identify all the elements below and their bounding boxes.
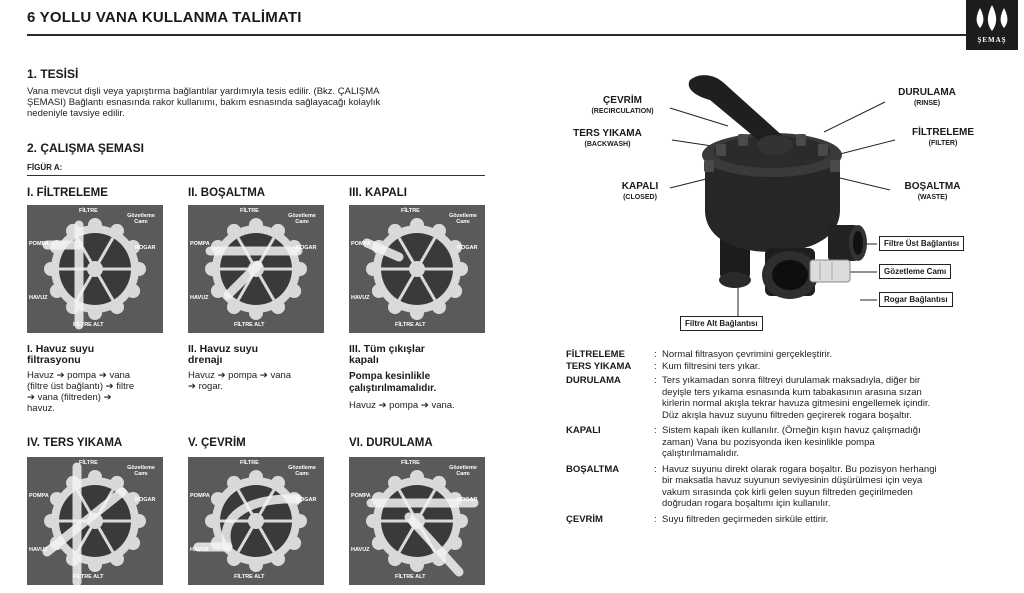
legend-line: Havuz suyunu direkt olarak rogara boşaltır. Bu pozisyon herhangi (662, 463, 937, 475)
legend-value (662, 514, 1006, 526)
legend-key: FİLTRELEME (566, 349, 625, 360)
port-label-bottom: FİLTRE ALT (73, 322, 104, 328)
legend-separator: : (654, 425, 657, 436)
valve-diagram-closed (349, 205, 485, 333)
legend-row (566, 464, 1006, 510)
legend-value (662, 361, 1006, 373)
valve-diagram-waste (188, 205, 324, 333)
port-label-sight: Gözetleme Camı (288, 213, 316, 225)
port-label-pool: HAVUZ (351, 295, 370, 301)
port-label-top: FİLTRE (401, 208, 420, 214)
legend-key: BOŞALTMA (566, 463, 620, 475)
caption-line: I. Havuz suyu (27, 343, 95, 355)
valve-label-closed (610, 181, 670, 203)
port-label-pump: POMPA (190, 241, 210, 247)
label-sub: (RECIRCULATION) (591, 108, 654, 115)
port-label-bottom: FİLTRE ALT (395, 574, 426, 580)
port-label-top: FİLTRE (240, 460, 259, 466)
panel-title: I. FİLTRELEME (27, 187, 108, 199)
valve-label-filter (893, 127, 993, 149)
caption-line: Pompa kesinlikle (349, 371, 431, 382)
section-1-heading: 1. TESİSİ (27, 67, 79, 81)
label-sub: (BACKWASH) (584, 141, 631, 148)
port-label-top: FİLTRE (240, 208, 259, 214)
legend-row (566, 425, 1006, 460)
valve-diagram-filter (27, 205, 163, 333)
legend-row (566, 514, 1006, 526)
legend-line: zaman) Vana bu pozisyonda iken kesinlikle pompa (662, 436, 875, 448)
panel-title: II. BOŞALTMA (188, 187, 266, 199)
port-label-drain: ROGAR (296, 245, 317, 251)
label-sub: (RINSE) (913, 100, 941, 107)
figure-divider (27, 175, 485, 176)
brand-name: ŞEMAŞ (977, 36, 1007, 44)
title-divider (27, 34, 971, 36)
port-label-top: FİLTRE (79, 208, 98, 214)
port-label-pool: HAVUZ (29, 295, 48, 301)
label-main: ÇEVRİM (603, 95, 642, 106)
legend-line: Normal filtrasyon çevrimini gerçekleştirir. (662, 349, 832, 360)
section-1-line: Vana mevcut dişli veya yapıştırma bağlantılar yardımıyla tesis edilir. (Bkz. ÇALIŞMA (27, 86, 380, 97)
port-label-sight: Gözetleme Camı (288, 465, 316, 477)
callout-sight-glass: Gözetleme Camı (879, 264, 951, 279)
port-label-sight: Gözetleme Camı (127, 465, 155, 477)
port-label-pool: HAVUZ (190, 547, 209, 553)
legend-line: vakum sırasında çok kirli gelen suyun filtreden geçirilmeden (662, 486, 913, 498)
port-label-top: FİLTRE (401, 460, 420, 466)
legend-row (566, 375, 1006, 421)
legend-key: ÇEVRİM (566, 513, 603, 525)
legend-separator: : (654, 360, 657, 372)
valve-label-waste (890, 181, 975, 203)
port-label-bottom: FİLTRE ALT (234, 322, 265, 328)
port-label-drain: ROGAR (135, 497, 156, 503)
legend-line: Düz akışla havuz suyunu filtreden geçirerek rogara boşaltır. (662, 409, 912, 421)
caption-line: II. Havuz suyu (188, 343, 259, 355)
port-label-pool: HAVUZ (351, 547, 370, 553)
legend-key: TERS YIKAMA (566, 360, 632, 372)
legend-line: çalıştırılmamalıdır. (662, 448, 740, 459)
callout-drain-connection: Rogar Bağlantısı (879, 292, 953, 307)
caption-line: kapalı (349, 354, 379, 366)
port-label-pool: HAVUZ (190, 295, 209, 301)
brand-logo (966, 0, 1018, 50)
port-label-sight: Gözetleme Camı (127, 213, 155, 225)
legend-value (662, 349, 1006, 361)
legend-line: Sistem kapalı iken kullanılır. (Örneğin kışın havuz çalışmadığı (662, 425, 921, 436)
port-label-bottom: FİLTRE ALT (395, 322, 426, 328)
legend-line: kirlerin normal akışla tekrar havuza gitmesini engellemek içindir. (662, 398, 931, 409)
legend-separator: : (654, 349, 657, 360)
legend-line: Kum filtresini ters yıkar. (662, 360, 761, 372)
valve-label-rinse (882, 87, 972, 109)
label-sub: (CLOSED) (623, 194, 657, 201)
legend-line: bir maksatla havuz suyunun seviyesinin düşürülmesi için veya (662, 475, 923, 486)
position-legend (566, 349, 1006, 525)
port-label-drain: ROGAR (135, 245, 156, 251)
legend-separator: : (654, 375, 657, 386)
label-main: KAPALI (621, 181, 659, 192)
legend-value (662, 425, 1006, 460)
label-main: FİLTRELEME (911, 127, 975, 138)
legend-line: Suyu filtreden geçirmeden sirküle ettirir. (662, 513, 829, 525)
port-label-pump: POMPA (351, 493, 371, 499)
port-label-pump: POMPA (190, 493, 210, 499)
caption-line: çalıştırılmamalıdır. (349, 383, 437, 394)
legend-line: doğrudan rogara boşaltımı için kullanılır. (662, 498, 831, 509)
label-main: DURULAMA (898, 87, 956, 98)
callout-filter-top-connection: Filtre Üst Bağlantısı (879, 236, 964, 251)
port-label-top: FİLTRE (79, 460, 98, 466)
drops-logo-icon (972, 4, 1012, 34)
figure-label: FİGÜR A: (27, 163, 63, 172)
valve-diagram-backwash (27, 457, 163, 585)
section-1-line: ŞEMASI) Bağlantı esnasında rakor kullanımı, bakım esnasında sağlayacağı kolaylık (27, 97, 381, 108)
port-label-pump: POMPA (29, 241, 49, 247)
panel-title: V. ÇEVRİM (188, 437, 246, 449)
panel-caption-heading (27, 344, 94, 366)
port-label-bottom: FİLTRE ALT (73, 574, 104, 580)
legend-value (662, 464, 1006, 510)
valve-label-backwash (545, 128, 670, 150)
port-label-sight: Gözetleme Camı (449, 213, 477, 225)
section-1-text (27, 86, 497, 119)
panel-caption-heading (188, 344, 258, 366)
port-label-pump: POMPA (29, 493, 49, 499)
caption-line: ➔ vana (filtreden) ➔ (27, 392, 112, 403)
valve-diagram-rinse (349, 457, 485, 585)
port-label-pump: POMPA (351, 241, 371, 247)
legend-key: DURULAMA (566, 375, 621, 386)
callout-filter-bottom-connection: Filtre Alt Bağlantısı (680, 316, 763, 331)
legend-row (566, 349, 1006, 361)
label-main: TERS YIKAMA (573, 128, 642, 139)
legend-row (566, 361, 1006, 373)
legend-line: Ters yıkamadan sonra filtreyi durulamak maksadıyla, diğer bir (662, 375, 921, 386)
caption-line: III. Tüm çıkışlar (349, 343, 425, 355)
port-label-drain: ROGAR (457, 497, 478, 503)
legend-value (662, 375, 1006, 421)
label-sub: (FILTER) (928, 140, 958, 147)
label-sub: (WASTE) (917, 194, 948, 201)
section-1-line: nedeniyle tavsiye edilir. (27, 108, 125, 119)
legend-key: KAPALI (566, 425, 601, 436)
section-2-heading: 2. ÇALIŞMA ŞEMASI (27, 141, 144, 155)
caption-line: havuz. (27, 403, 55, 414)
port-label-drain: ROGAR (296, 497, 317, 503)
port-label-drain: ROGAR (457, 245, 478, 251)
valve-label-recirculation (575, 95, 670, 117)
valve-diagram-recirculation (188, 457, 324, 585)
caption-line: Havuz ➔ pompa ➔ vana (27, 370, 131, 381)
caption-line: Havuz ➔ pompa ➔ vana. (349, 400, 455, 411)
port-label-bottom: FİLTRE ALT (234, 574, 265, 580)
caption-line: (filtre üst bağlantı) ➔ filtre (27, 381, 135, 392)
panel-title: VI. DURULAMA (349, 437, 433, 449)
caption-line: ➔ rogar. (188, 381, 223, 392)
legend-separator: : (654, 513, 657, 525)
port-label-sight: Gözetleme Camı (449, 465, 477, 477)
caption-line: Havuz ➔ pompa ➔ vana (188, 370, 292, 381)
page-title: 6 YOLLU VANA KULLANMA TALİMATI (27, 9, 302, 26)
panel-title: III. KAPALI (349, 187, 407, 199)
label-main: BOŞALTMA (904, 181, 961, 192)
panel-title: IV. TERS YIKAMA (27, 437, 123, 449)
panel-caption-warning (349, 371, 436, 395)
panel-caption-text (27, 370, 177, 414)
caption-line: drenajı (188, 354, 223, 366)
panel-caption-heading (349, 344, 425, 366)
legend-separator: : (654, 463, 657, 475)
valve-body (689, 75, 867, 299)
port-label-pool: HAVUZ (29, 547, 48, 553)
caption-line: filtrasyonu (27, 354, 81, 366)
panel-caption-text (349, 400, 499, 411)
legend-line: deyişle ters yıkama esnasında kum tabakasının arasına sızan (662, 386, 922, 398)
panel-caption-text (188, 370, 338, 392)
